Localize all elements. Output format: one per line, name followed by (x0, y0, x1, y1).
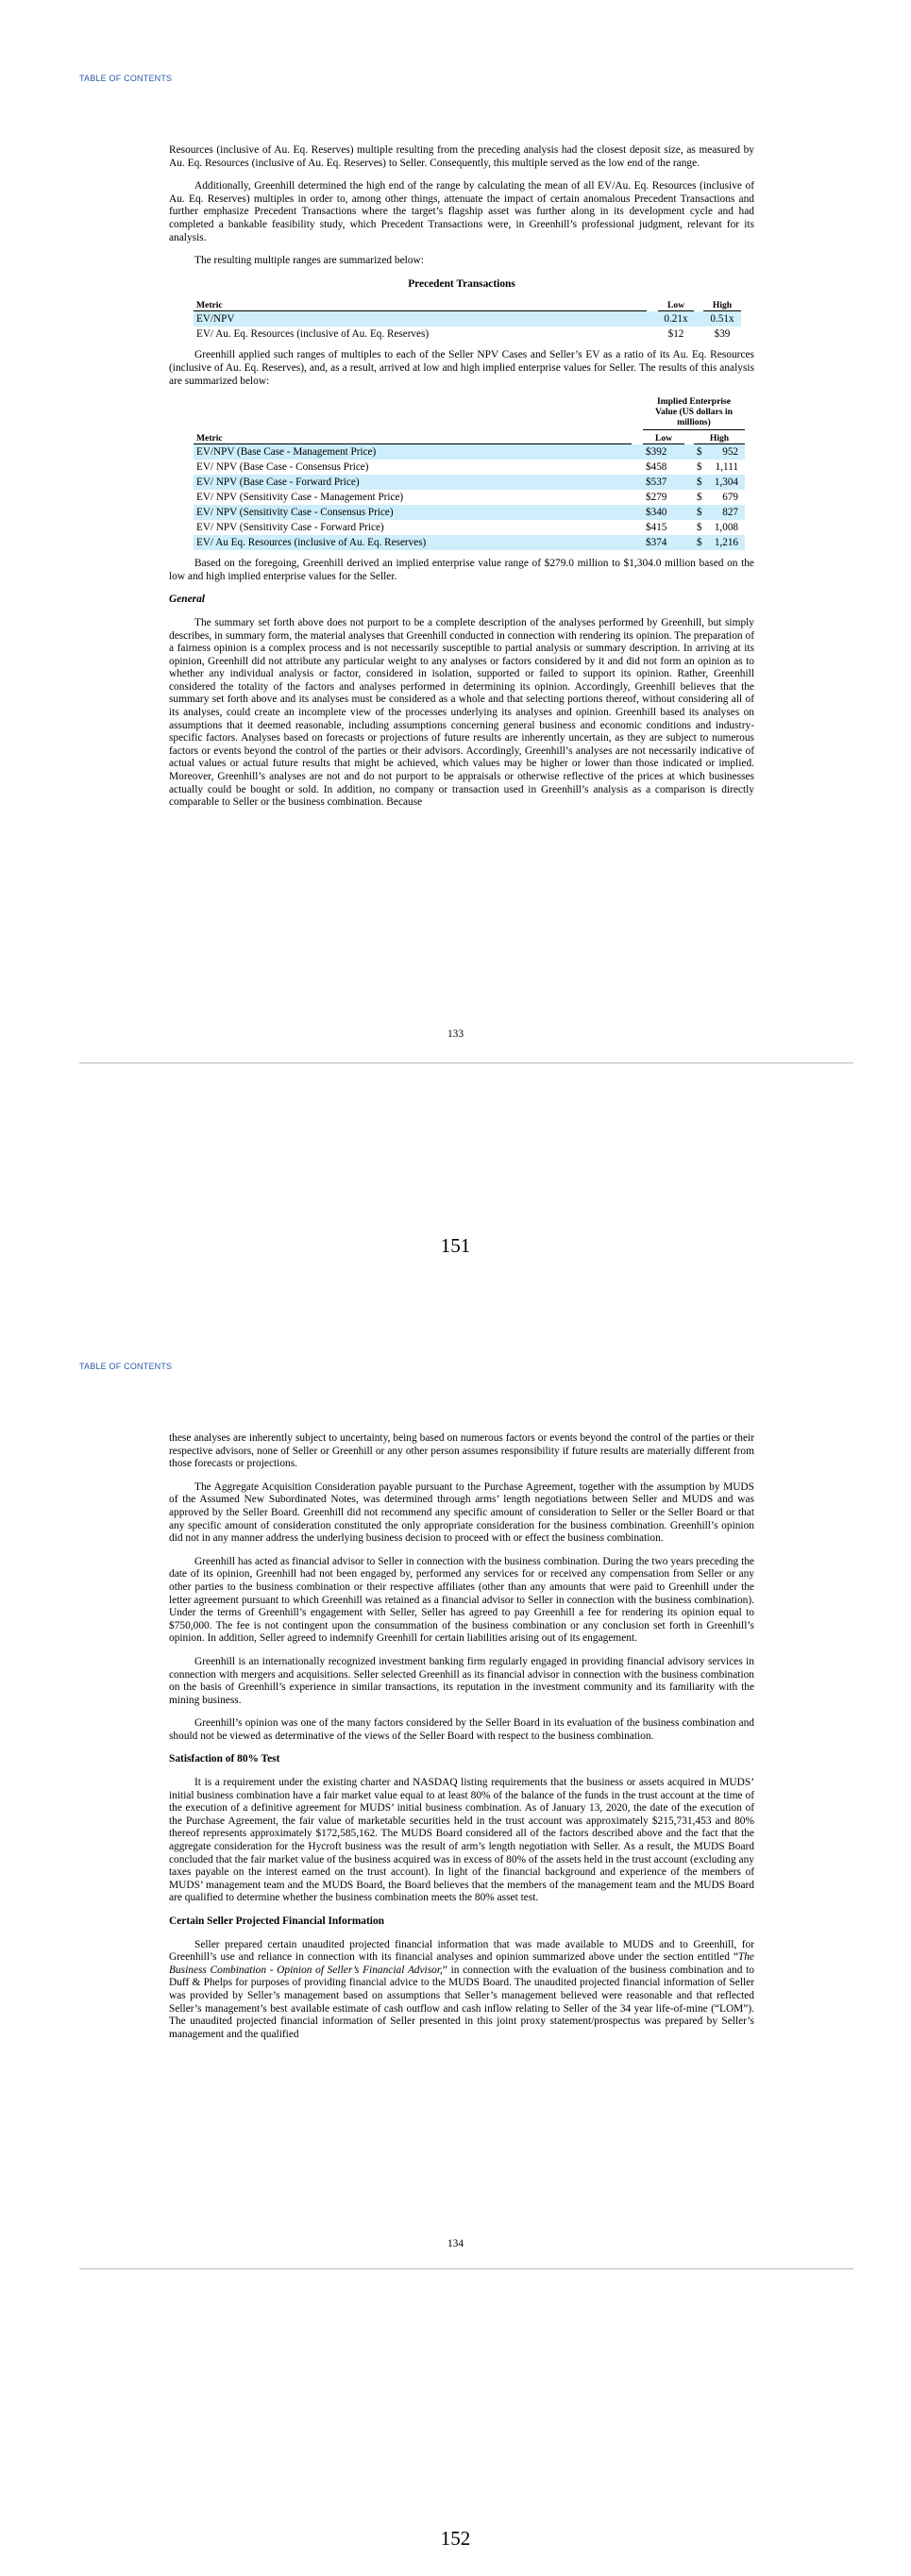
column-header-low: Low (643, 430, 684, 444)
metric-cell: EV/ NPV (Sensitivity Case - Forward Price) (196, 522, 384, 534)
low-cell: $12 (667, 328, 684, 341)
paragraph: Resources (inclusive of Au. Eq. Reserves) multiple resulting from the preceding analysis had the closest deposit size, as measured by Au. Eq. Resources (inclusive of Au. Eq. Reserves) to Seller. Consequently, this multiple served as the low end of the range. (169, 144, 754, 169)
table-row (194, 460, 745, 475)
metric-cell: EV/ NPV (Base Case - Forward Price) (194, 475, 632, 490)
general-heading: General (169, 594, 205, 606)
low-cell: $374 (643, 535, 684, 550)
currency-symbol: $ (697, 446, 702, 459)
currency-symbol: $ (697, 537, 702, 549)
metric-cell: EV/ NPV (Sensitivity Case - Consensus Price) (194, 505, 632, 520)
document-page-number: 152 (440, 2527, 471, 2550)
high-cell: 0.51x (703, 311, 741, 326)
paragraph: The resulting multiple ranges are summarized below: (194, 255, 424, 267)
metric-cell: EV/ Au. Eq. Resources (inclusive of Au. Eq. Reserves) (196, 328, 430, 341)
metric-cell: EV/NPV (Base Case - Management Price) (194, 444, 632, 460)
high-value: 1,216 (714, 537, 738, 549)
table-of-contents-link[interactable]: TABLE OF CONTENTS (79, 1362, 173, 1371)
high-cell (694, 520, 745, 535)
metric-cell: EV/ NPV (Base Case - Consensus Price) (196, 461, 369, 474)
section-reference: The Business Combination - Opinion of Seller’s Financial Advisor, (169, 1951, 754, 1976)
text-run: ” in connection with the evaluation of the business combination and to Duff & Phelps for purposes of providing financial advice to the MUDS Board. The unaudited projected financial information of Seller was provided by Seller’s management based on assumptions that Seller’s management believed were reasonable and that reflected Seller’s management’s best available estimate of cash outflow and cash inflow relating to Seller of the 34 year life-of-mine (“LOM”). The unaudited projected financial information of Seller presented in this joint proxy statement/prospectus was prepared by Seller’s management and the qualified (169, 1964, 754, 2040)
table-row (194, 444, 745, 460)
page-number: 134 (447, 2238, 464, 2250)
table-row (194, 535, 745, 550)
column-header-high: High (694, 430, 745, 444)
currency-symbol: $ (697, 522, 702, 534)
currency-symbol: $ (697, 492, 702, 504)
metric-cell: EV/ Au Eq. Resources (inclusive of Au. Eq. Reserves) (194, 535, 632, 550)
section-heading: Satisfaction of 80% Test (169, 1753, 280, 1765)
text-run: Seller prepared certain unaudited projected financial information that was made available to MUDS and to Greenhill, for Greenhill’s use and reliance in connection with its financial analyses and opinion summarized above under the section entitled “ (169, 1938, 754, 1964)
high-cell (694, 475, 745, 490)
column-header-low: Low (658, 300, 694, 311)
high-cell (694, 490, 745, 505)
page-number: 133 (447, 1029, 464, 1040)
paragraph: Additionally, Greenhill determined the high end of the range by calculating the mean of all EV/Au. Eq. Resources (inclusive of Au. Eq. Reserves) multiples in order to, among other things, attenuate the impact of certain anomalous Precedent Transactions and further emphasize Precedent Transactions where the target’s flagship asset was further along in its development cycle and had completed a bankable feasibility study, which Precedent Transactions were, in Greenhill’s professional judgment, relevant for its analysis. (169, 180, 754, 243)
low-cell: $279 (646, 492, 667, 504)
paragraph: It is a requirement under the existing charter and NASDAQ listing requirements that the business or assets acquired in MUDS’ initial business combination have a fair market value equal to at least 80% of the balance of the funds in the trust account at the time of the execution of a definitive agreement for MUDS’ initial business combination. As of January 13, 2020, the date of the execution of the Purchase Agreement, the fair value of marketable securities held in the trust account was approximately $215,731,453 and 80% thereof represents approximately $172,585,162. The MUDS Board considered all of the factors described above and the fact that the aggregate consideration for the Hycroft business was the result of arm’s length negotiation with Seller. As a result, the MUDS Board concluded that the fair market value of the business acquired was in excess of 80% of the assets held in the trust account (excluding any taxes payable on the interest earned on the trust account). In light of the financial background and experience of the members of MUDS’ management team and the MUDS Board, the Board believes that the members of the management team and the MUDS Board are qualified to determine whether the business combination meets the 80% asset test. (169, 1777, 754, 1904)
page-134-body (169, 1432, 754, 2051)
currency-symbol: $ (697, 477, 702, 489)
high-value: 1,304 (714, 477, 738, 489)
low-cell: $415 (646, 522, 667, 534)
page-divider (79, 1062, 853, 1063)
high-value: 1,111 (715, 461, 738, 474)
high-value: 1,008 (714, 522, 738, 534)
low-cell: $392 (643, 444, 684, 460)
table-of-contents-link[interactable]: TABLE OF CONTENTS (79, 74, 173, 83)
precedent-transactions-title: Precedent Transactions (408, 277, 515, 290)
column-header-metric: Metric (194, 396, 632, 444)
low-cell: $458 (646, 461, 667, 474)
precedent-transactions-table (194, 300, 741, 342)
paragraph: Greenhill applied such ranges of multiples to each of the Seller NPV Cases and Seller’s EV as a ratio of its Au. Eq. Resources (inclusive of Au. Eq. Reserves), and, as a result, arrived at low and high implied enterprise values for Seller. The results of this analysis are summarized below: (169, 349, 754, 387)
low-cell: 0.21x (658, 311, 694, 326)
high-cell (694, 460, 745, 475)
implied-enterprise-value-header: Implied Enterprise Value (US dollars in millions) (643, 396, 745, 430)
high-value: 679 (722, 492, 738, 504)
paragraph: Greenhill has acted as financial advisor to Seller in connection with the business combination. During the two years preceding the date of its opinion, Greenhill had not been engaged by, performed any services for or received any compensation from Seller or any other parties to the business combination or their respective affiliates (other than any amounts that were paid to Greenhill under the letter agreement pursuant to which Greenhill was retained as a financial advisor to Seller in connection with the business combination). Under the terms of Greenhill’s engagement with Seller, Seller has agreed to pay Greenhill a fee for rendering its opinion equal to $750,000. The fee is not contingent upon the consummation of the business combination or any conclusion set forth in Greenhill’s opinion. In addition, Seller agreed to indemnify Greenhill for certain liabilities arising out of its engagement. (169, 1555, 754, 1645)
table-row (194, 505, 745, 520)
table-row (194, 326, 741, 342)
paragraph: Greenhill is an internationally recognized investment banking firm regularly engaged in providing financial advisory services in connection with mergers and acquisitions. Seller selected Greenhill as its financial advisor in connection with the business combination on the basis of Greenhill’s experience in similar transactions, its reputation in the investment community and its familiarity with the mining business. (169, 1655, 754, 1706)
high-value: 952 (722, 446, 738, 459)
currency-symbol: $ (697, 507, 702, 519)
high-cell (694, 535, 745, 550)
paragraph: The summary set forth above does not purport to be a complete description of the analyses performed by Greenhill, but simply describes, in summary form, the material analyses that Greenhill conducted in connection with rendering its opinion. The preparation of a fairness opinion is a complex process and is not necessarily susceptible to partial analysis or summary description. In arriving at its opinion, Greenhill did not attribute any particular weight to any analyses or factors considered by it and did not form an opinion as to whether any individual analysis or factor, considered in isolation, supported or failed to support its opinion. Rather, Greenhill considered the totality of the factors and analyses performed in determining its opinion. Accordingly, Greenhill believes that the summary set forth above and its analyses must be considered as a whole and that selecting portions thereof, without considering all of its analyses, could create an incomplete view of the processes underlying its analyses and opinion. Greenhill based its analyses on assumptions that it deemed reasonable, including assumptions concerning general business and economic conditions and industry-specific factors. Analyses based on forecasts or projections of future results are inherently uncertain, as they are subject to numerous factors or events beyond the control of the parties or their advisors. Accordingly, Greenhill’s analyses are not necessarily indicative of actual values or actual future results that might be achieved, which values may be higher or lower than those indicated or implied. Moreover, Greenhill’s analyses are not and do not purport to be appraisals or otherwise reflective of the prices at which businesses actually could be bought or sold. In addition, no company or transaction used in Greenhill’s analysis as a comparison is directly comparable to Seller or the business combination. Because (169, 616, 754, 809)
table-row (194, 520, 745, 535)
paragraph: these analyses are inherently subject to uncertainty, being based on numerous factors or events beyond the control of the parties or their respective advisors, none of Seller or Greenhill or any other person assumes responsibility if future results are materially different from those forecasts or projections. (169, 1432, 754, 1470)
low-cell: $537 (643, 475, 684, 490)
section-heading: Certain Seller Projected Financial Information (169, 1915, 384, 1927)
table-row (194, 475, 745, 490)
paragraph: Greenhill’s opinion was one of the many factors considered by the Seller Board in its evaluation of the business combination and should not be viewed as determinative of the views of the Seller Board with respect to the business combination. (169, 1717, 754, 1742)
high-value: 827 (722, 507, 738, 519)
high-cell (694, 505, 745, 520)
currency-symbol: $ (697, 461, 702, 474)
paragraph: Based on the foregoing, Greenhill derived an implied enterprise value range of $279.0 million to $1,304.0 million based on the low and high implied enterprise values for the Seller. (169, 558, 754, 582)
document-page-number: 151 (440, 1234, 471, 1257)
high-cell: $39 (714, 328, 731, 341)
column-header-metric: Metric (194, 300, 647, 311)
paragraph: The Aggregate Acquisition Consideration payable pursuant to the Purchase Agreement, together with the assumption by MUDS of the Assumed New Subordinated Notes, was determined through arms’ length negotiations between Seller and MUDS and was approved by the Seller Board. Greenhill did not recommend any specific amount of consideration to Seller or the Seller Board or that any specific amount of consideration constituted the only appropriate consideration for the business combination. Greenhill’s opinion did not in any manner address the underlying business decision to proceed with or effect the business combination. (169, 1480, 754, 1545)
metric-cell: EV/ NPV (Sensitivity Case - Management Price) (196, 492, 404, 504)
metric-cell: EV/NPV (194, 311, 647, 326)
high-cell (694, 444, 745, 460)
implied-enterprise-value-table (194, 396, 745, 550)
low-cell: $340 (643, 505, 684, 520)
table-row (194, 311, 741, 326)
column-header-high: High (703, 300, 741, 311)
paragraph (169, 1939, 754, 2042)
page-divider (79, 2268, 853, 2269)
table-row (194, 490, 745, 505)
page-133-body (169, 144, 754, 820)
